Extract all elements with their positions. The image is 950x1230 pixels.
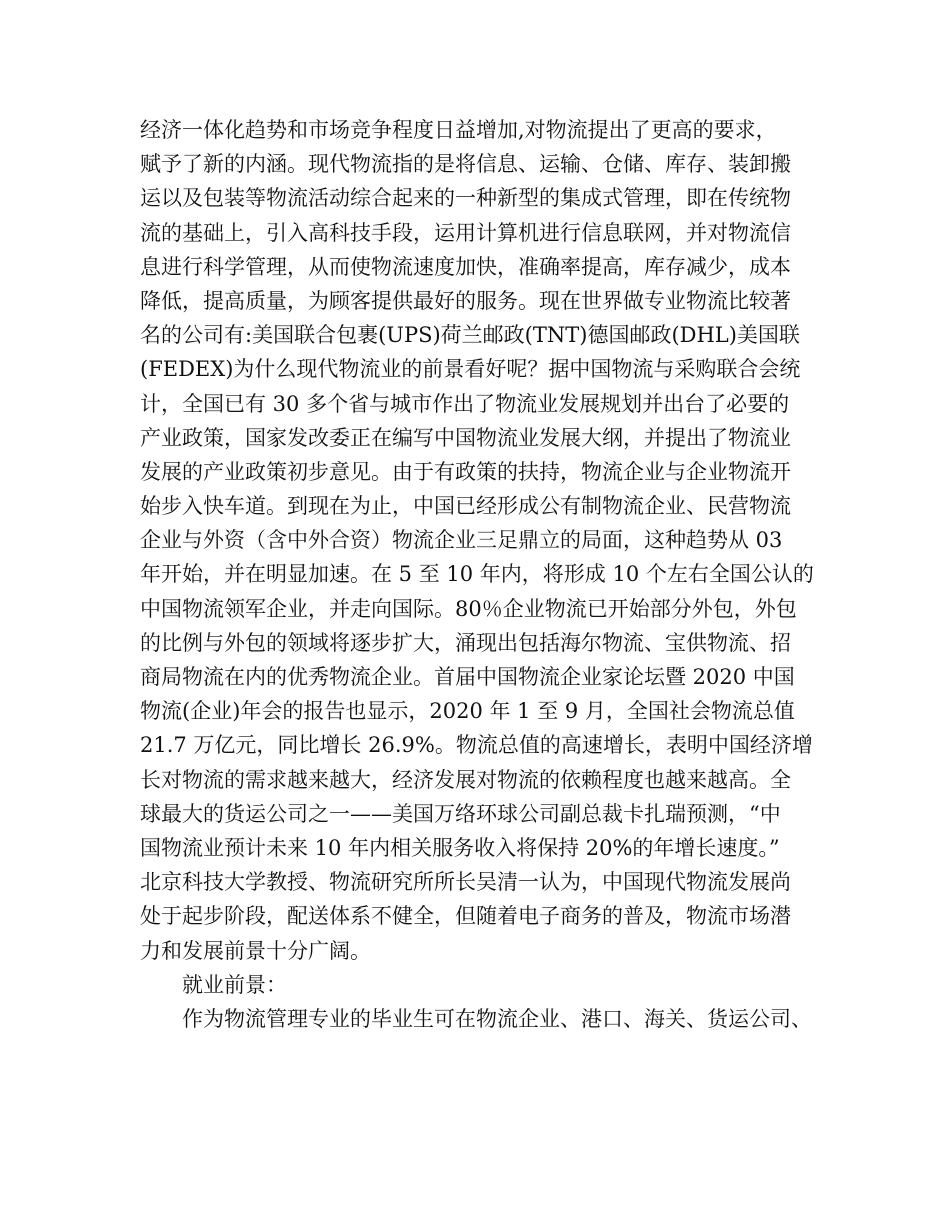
text-line: 长对物流的需求越来越大，经济发展对物流的依赖程度也越来越高。全 [140,767,791,792]
section-heading: 就业前景： [182,972,287,997]
text-line: 物流(企业)年会的报告也显示，2020 年 1 至 9 月，全国社会物流总值 [140,699,795,724]
text-line: 处于起步阶段，配送体系不健全，但随着电子商务的普及，物流市场潜 [140,904,791,929]
text-line: 年开始，并在明显加速。在 5 至 10 年内，将形成 10 个左右全国公认的 [140,562,814,587]
text-line: 企业与外资（含中外合资）物流企业三足鼎立的局面，这种趋势从 03 [140,528,783,553]
paragraph-first-line: 作为物流管理专业的毕业生可在物流企业、港口、海关、货运公司、 [182,1006,812,1031]
text-line: (FEDEX)为什么现代物流业的前景看好呢？据中国物流与采购联合会统 [140,357,801,382]
text-line: 球最大的货运公司之一——美国万络环球公司副总裁卡扎瑞预测，“中 [140,801,781,826]
text-line: 发展的产业政策初步意见。由于有政策的扶持，物流企业与企业物流开 [140,459,791,484]
text-line: 经济一体化趋势和市场竞争程度日益增加,对物流提出了更高的要求， [140,118,777,142]
text-line: 运以及包装等物流活动综合起来的一种新型的集成式管理，即在传统物 [140,186,791,211]
text-line: 的比例与外包的领域将逐步扩大，涌现出包括海尔物流、宝供物流、招 [140,630,791,655]
text-line: 商局物流在内的优秀物流企业。首届中国物流企业家论坛暨 2020 中国 [140,665,795,689]
text-line: 中国物流领军企业，并走向国际。80％企业物流已开始部分外包，外包 [140,596,797,621]
text-line: 赋予了新的内涵。现代物流指的是将信息、运输、仓储、库存、装卸搬 [140,152,791,177]
text-line: 息进行科学管理，从而使物流速度加快，准确率提高，库存减少，成本 [140,254,791,279]
text-line: 产业政策，国家发改委正在编写中国物流业发展大纲，并提出了物流业 [140,425,791,450]
text-line: 计，全国已有 30 多个省与城市作出了物流业发展规划并出台了必要的 [140,391,790,416]
text-line: 始步入快车道。到现在为止，中国已经形成公有制物流企业、民营物流 [140,494,791,519]
text-line: 国物流业预计未来 10 年内相关服务收入将保持 20%的年增长速度。” [140,835,780,860]
text-line: 力和发展前景十分广阔。 [140,938,371,963]
text-line: 21.7 万亿元，同比增长 26.9%。物流总值的高速增长，表明中国经济增 [140,733,813,758]
text-line: 降低，提高质量，为顾客提供最好的服务。现在世界做专业物流比较著 [140,288,791,313]
document-body [140,113,830,1036]
text-line: 名的公司有:美国联合包裹(UPS)荷兰邮政(TNT)德国邮政(DHL)美国联 [140,323,800,348]
text-line: 北京科技大学教授、物流研究所所长吴清一认为，中国现代物流发展尚 [140,870,791,895]
text-line: 流的基础上，引入高科技手段，运用计算机进行信息联网，并对物流信 [140,220,791,245]
